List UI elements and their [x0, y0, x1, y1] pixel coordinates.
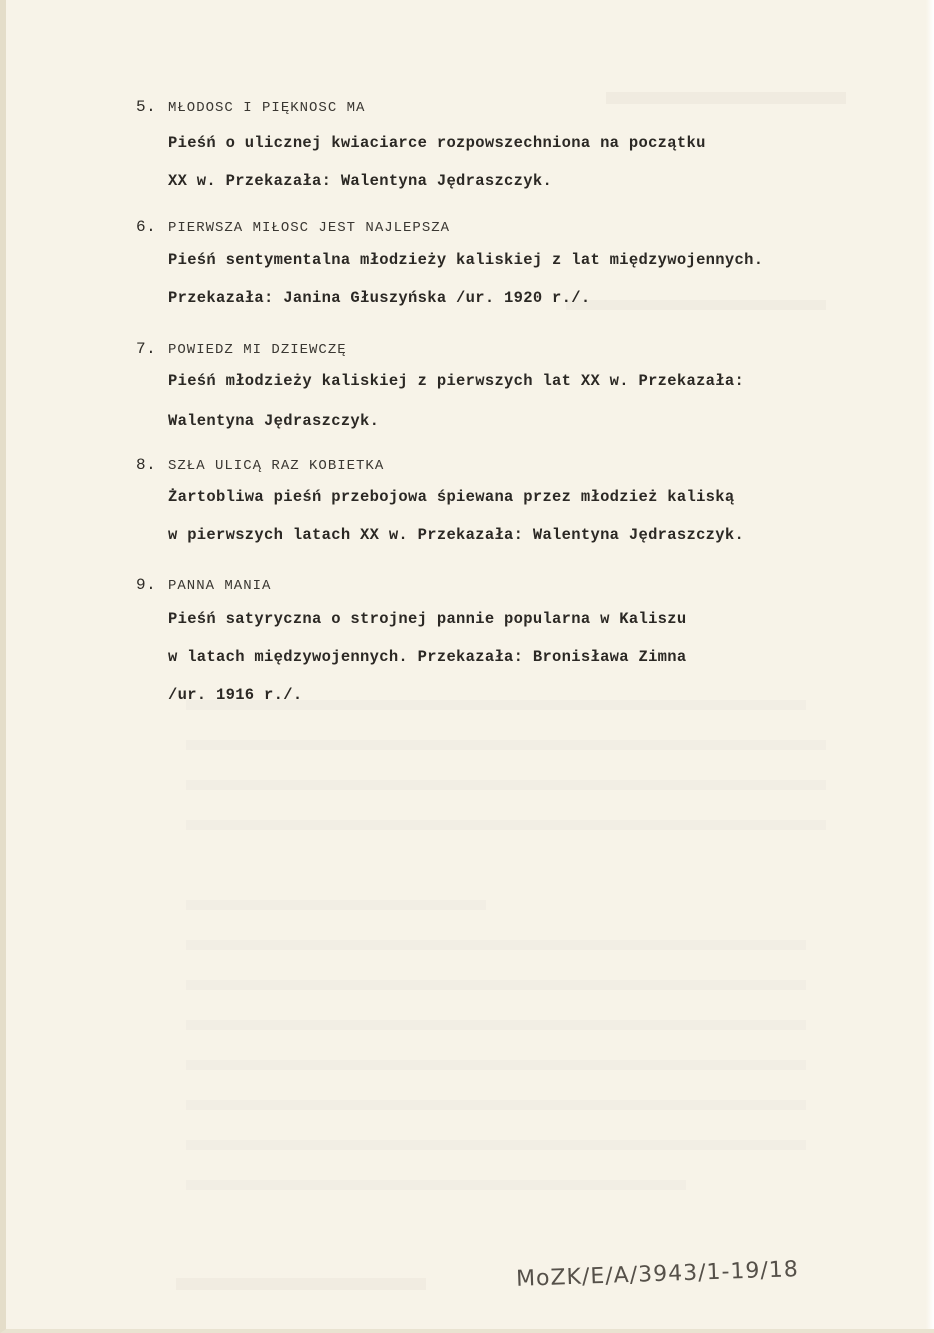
entry-number: 9.	[136, 576, 157, 594]
bleed-through-block	[186, 780, 826, 790]
entry-description-line: Żartobliwa pieśń przebojowa śpiewana przez młodzież kaliską	[168, 488, 735, 506]
entry-number: 6.	[136, 218, 157, 236]
bleed-through-block	[186, 1140, 806, 1150]
entry-description-line: w latach międzywojennych. Przekazała: Bronisława Zimna	[168, 648, 687, 666]
entry-description-line: w pierwszych latach XX w. Przekazała: Walentyna Jędraszczyk.	[168, 526, 745, 544]
entry-number: 5.	[136, 98, 157, 116]
entry-number: 7.	[136, 340, 157, 358]
bleed-through-block	[186, 900, 486, 910]
entry-description-line: Pieśń sentymentalna młodzieży kaliskiej z lat międzywojennych.	[168, 251, 764, 269]
entry-description-line: Walentyna Jędraszczyk.	[168, 412, 380, 430]
entry-description-line: Przekazała: Janina Głuszyńska /ur. 1920 r./.	[168, 289, 591, 307]
bleed-through-block	[186, 1060, 806, 1070]
bleed-through-block	[186, 980, 806, 990]
bleed-through-block	[186, 1180, 686, 1190]
entry-description-line: Pieśń młodzieży kaliskiej z pierwszych lat XX w. Przekazała:	[168, 372, 745, 390]
archive-signature: MoZK/E/A/3943/1-19/18	[515, 1257, 800, 1292]
bleed-through-block	[186, 740, 826, 750]
entry-description-line: XX w. Przekazała: Walentyna Jędraszczyk.	[168, 172, 553, 190]
bleed-through-block	[186, 940, 806, 950]
entry-title: POWIEDZ MI DZIEWCZĘ	[168, 342, 347, 358]
entry-title: PIERWSZA MIŁOSC JEST NAJLEPSZA	[168, 220, 451, 236]
bleed-through-block	[176, 1278, 426, 1290]
entry-description-line: Pieśń satyryczna o strojnej pannie popularna w Kaliszu	[168, 610, 687, 628]
entry-description-line: /ur. 1916 r./.	[168, 686, 303, 704]
bleed-through-block	[606, 92, 846, 104]
bleed-through-block	[186, 1100, 806, 1110]
bleed-through-block	[186, 820, 826, 830]
bleed-through-block	[186, 1020, 806, 1030]
bleed-through-block	[566, 300, 826, 310]
entry-title: PANNA MANIA	[168, 578, 272, 594]
entry-title: SZŁA ULICĄ RAZ KOBIETKA	[168, 458, 385, 474]
entry-number: 8.	[136, 456, 157, 474]
entry-description-line: Pieśń o ulicznej kwiaciarce rozpowszechniona na początku	[168, 134, 706, 152]
entry-title: MŁODOSC I PIĘKNOSC MA	[168, 100, 366, 116]
